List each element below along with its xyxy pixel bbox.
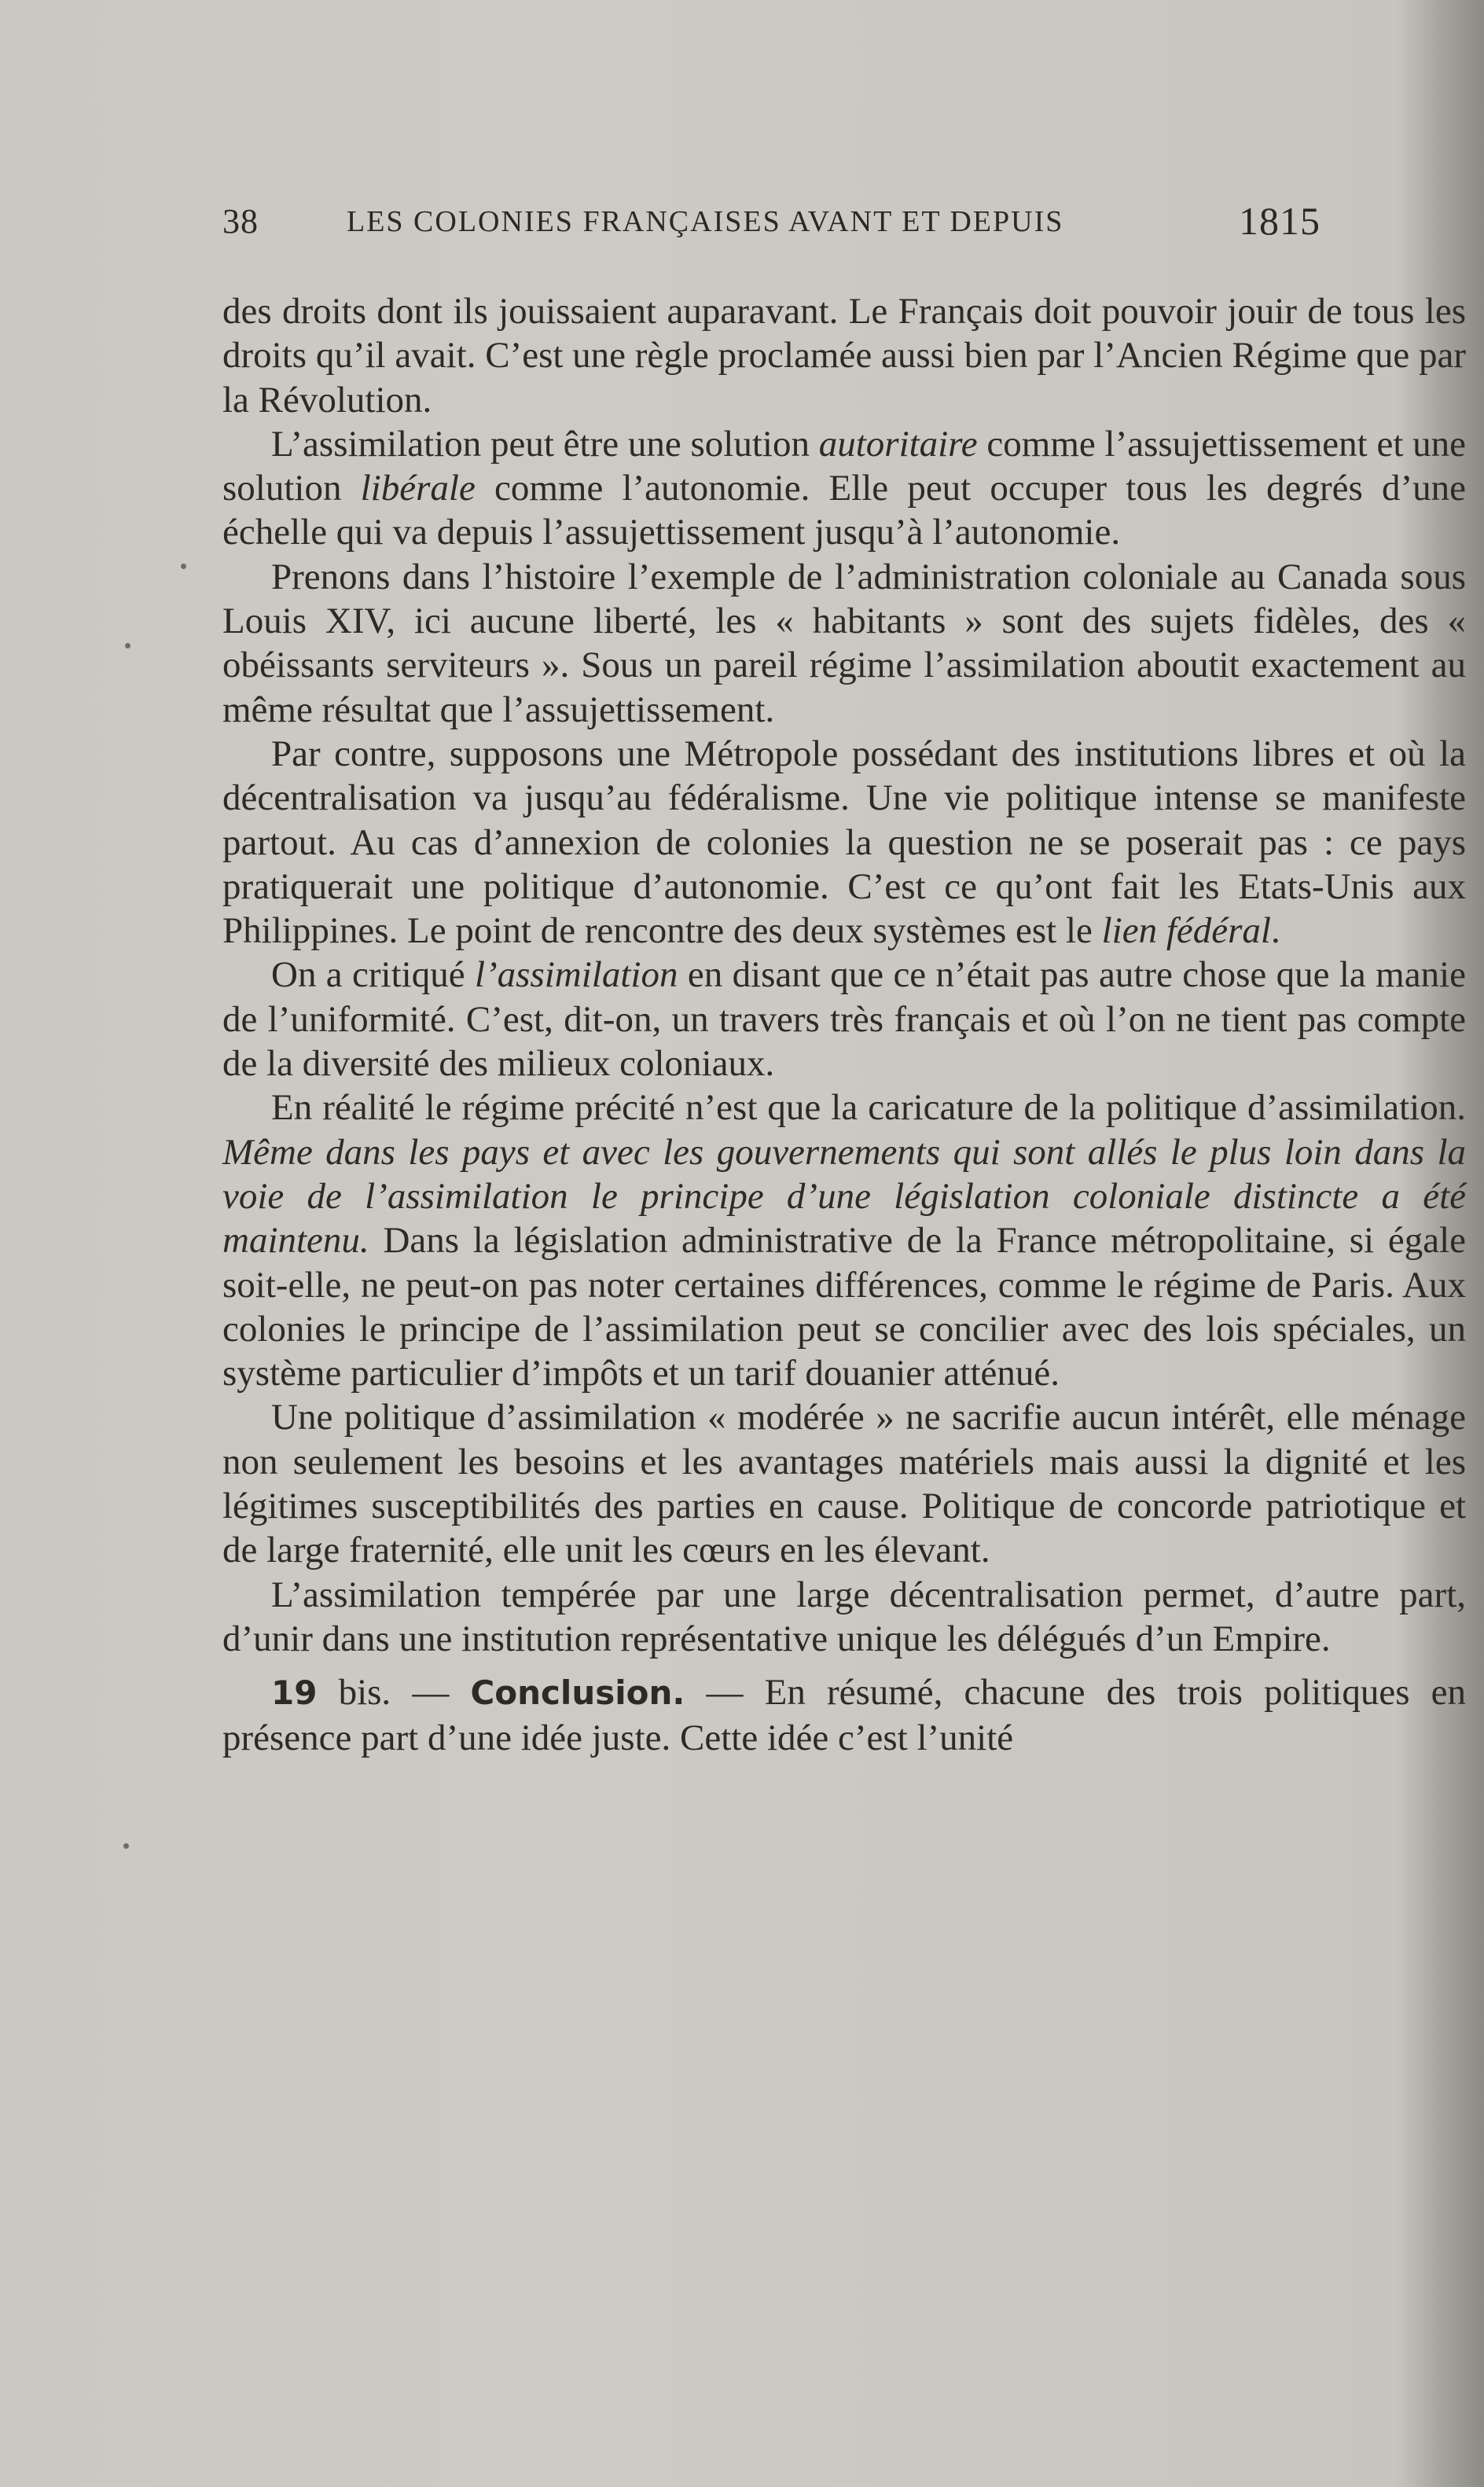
text-run: en disant que ce n’était pas autre chose que la manie de l’uniformité. C’est, dit-on, un travers très français et où l’on ne tient pas compte de la diversité des milieux coloniaux.: [222, 954, 1466, 1085]
text-run: En réalité le régime précité n’est que la caricature de la politique d’assimilation.: [271, 1087, 1466, 1129]
paper-speck: [181, 564, 186, 569]
paragraph-2: [222, 422, 1466, 555]
page-number: 38: [222, 202, 259, 241]
section-title: Conclusion.: [470, 1673, 685, 1713]
paragraph-8: L’assimilation tempérée par une large décentralisation permet, d’autre part, d’unir dans une institution représentative unique les délégués d’un Empire.: [222, 1574, 1466, 1659]
section-conclusion: [222, 1670, 1466, 1760]
text-run: Dans la législation administrative de la France métropolitaine, si égale soit-elle, ne peut-on pas noter certaines différences, comme le régime de Paris. Aux colonies le principe de l’assimilation peut se concilier avec des lois spéciales, un système particulier d’impôts et un tarif douanier atténué.: [222, 1220, 1466, 1394]
paragraph-7: Une politique d’assimilation « modérée » ne sacrifie aucun intérêt, elle ménage non seulement les besoins et les avantages matériels mais aussi la dignité et les légitimes susceptibilités des parties en cause. Politique de concorde patriotique et de large fraternité, elle unit les cœurs en les élevant.: [222, 1397, 1466, 1571]
text-run: .: [1270, 910, 1280, 952]
text-run: On a critiqué: [271, 954, 475, 996]
running-year: 1815: [1239, 199, 1321, 243]
italic-passage: Même dans les pays et avec les gouvernements qui sont allés le plus loin dans la voie de l’assimilation le principe d’une législation coloniale distincte a été maintenu.: [222, 1131, 1466, 1262]
running-head: [222, 195, 1354, 250]
paragraph-1: des droits dont ils jouissaient auparavant. Le Français doit pouvoir jouir de tous les droits qu’il avait. C’est une règle proclamée aussi bien par l’Ancien Régime que par la Révolution.: [222, 291, 1466, 421]
italic-term: libérale: [360, 468, 476, 509]
paper-speck: [123, 1843, 129, 1849]
text-run: comme l’assujettissement et une solution: [222, 423, 1467, 509]
text-run: comme l’autonomie. Elle peut occuper tous les degrés d’une échelle qui va depuis l’assujettissement jusqu’à l’autonomie.: [222, 468, 1466, 553]
paragraph-6: [222, 1086, 1466, 1395]
section-number: 19: [271, 1673, 318, 1713]
italic-term: l’assimilation: [474, 954, 678, 996]
italic-term: lien fédéral: [1101, 910, 1271, 952]
paragraph-5: [222, 953, 1466, 1086]
text-run: L’assimilation peut être une solution: [271, 423, 819, 465]
paragraph-4: [222, 732, 1466, 953]
italic-term: autoritaire: [818, 423, 978, 465]
text-run: bis. —: [317, 1672, 471, 1714]
body-text: [222, 289, 1466, 1760]
paper-speck: [125, 643, 130, 648]
text-run: Par contre, supposons une Métropole possédant des institutions libres et où la décentralisation va jusqu’au fédéralisme. Une vie politique intense se manifeste partout. Au cas d’annexion de colonies la question ne se poserait pas : ce pays pratiquerait une politique d’autonomie. C’est ce qu’ont fait les Etats-Unis aux Philippines. Le point de rencontre des deux systèmes est le: [222, 733, 1466, 952]
text-run: — En résumé, chacune des trois politiques en présence part d’une idée juste. Cette idée c’est l’unité: [222, 1672, 1466, 1758]
running-title: LES COLONIES FRANÇAISES AVANT ET DEPUIS: [347, 205, 1064, 238]
paragraph-3: Prenons dans l’histoire l’exemple de l’administration coloniale au Canada sous Louis XIV, ici aucune liberté, les « habitants » sont des sujets fidèles, des « obéissants serviteurs ». Sous un pareil régime l’assimilation aboutit exactement au même résultat que l’assujettissement.: [222, 556, 1466, 730]
